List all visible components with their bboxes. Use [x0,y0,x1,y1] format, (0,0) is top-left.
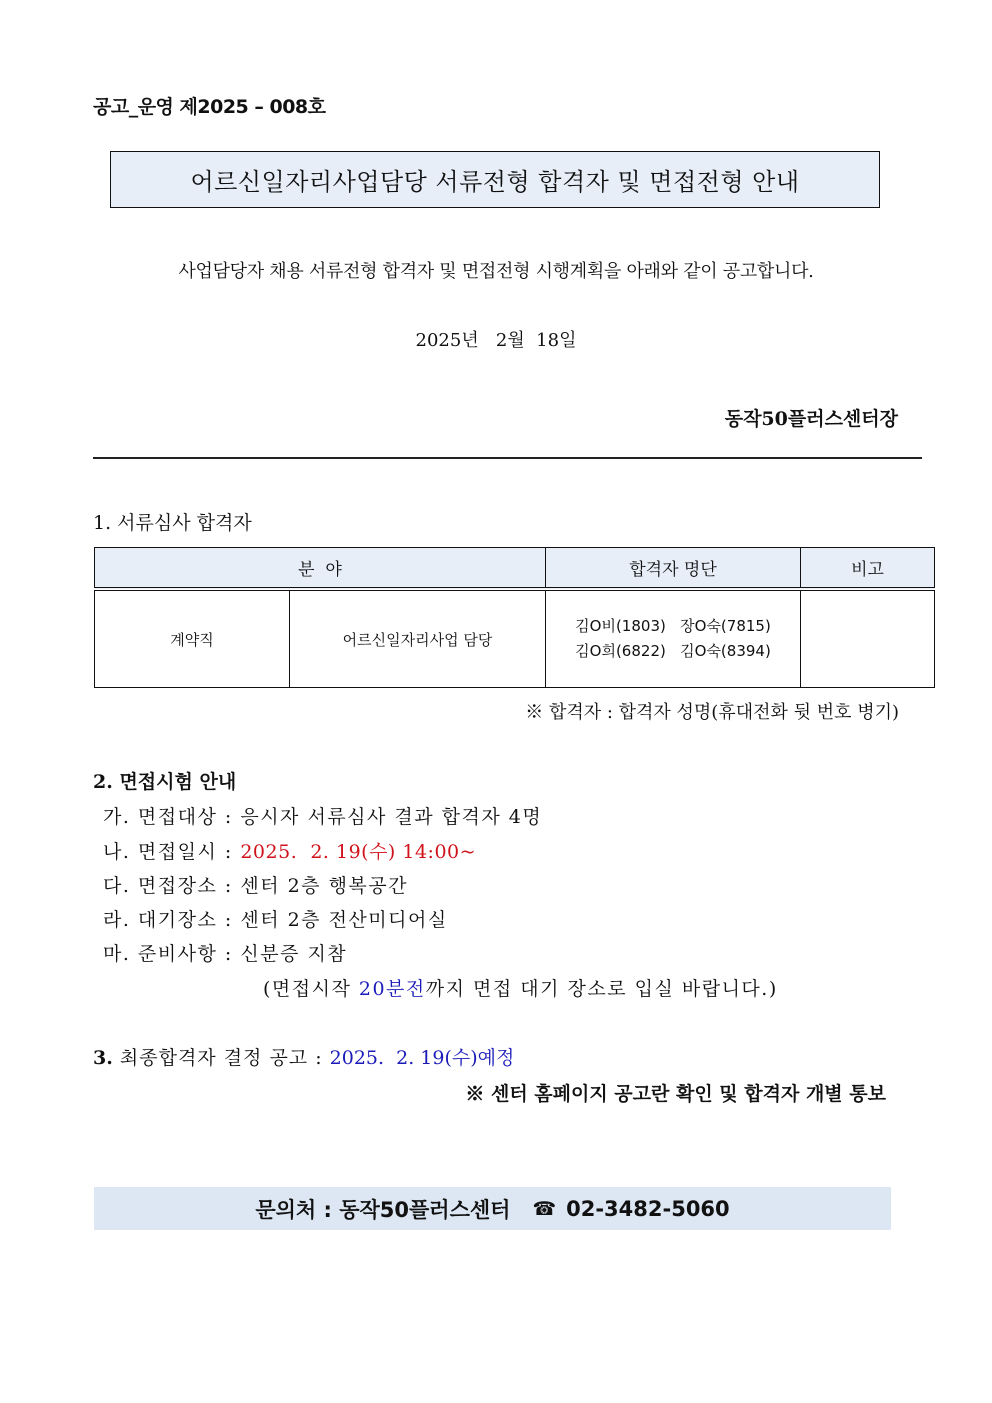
section1-note: ※ 합격자 : 합격자 성명(휴대전화 뒷 번호 병기) [525,702,899,723]
intro-text: 사업담당자 채용 서류전형 합격자 및 면접전형 시행계획을 아래와 같이 공고합니다. [178,261,814,282]
table-header-row [95,548,935,590]
interview-item-prepare [103,939,347,966]
item-label: 다. 면접장소 : [103,875,241,897]
cell-names [546,589,801,688]
item-label: 라. 대기장소 : [103,909,241,931]
item-label: 마. 준비사항 : [103,943,241,965]
header-names: 합격자 명단 [546,548,801,590]
section3-value: 2025. 2. 19(수)예정 [329,1047,515,1069]
issuer-name: 동작50플러스센터장 [724,408,898,430]
interview-item-datetime [103,837,476,864]
item-label: 나. 면접일시 : [103,841,241,863]
cell-remark [801,589,935,688]
sub-note-suffix: 까지 면접 대기 장소로 입실 바랍니다.) [425,978,778,1000]
interview-item-waiting [103,905,448,932]
interview-sub-note [263,974,778,1001]
names-line-2: 김O희(6822) 김O숙(8394) [575,642,771,660]
phone-icon: ☎ [532,1197,557,1220]
item-value: 응시자 서류심사 결과 합격자 4명 [240,806,543,828]
section3-label: 최종합격자 결정 공고 : [112,1047,330,1069]
cell-type: 계약직 [95,589,290,688]
cell-field: 어르신일자리사업 담당 [290,589,546,688]
contact-phone: 02-3482-5060 [566,1196,730,1221]
table-row [95,589,935,688]
header-field: 분 야 [95,548,546,590]
divider [93,457,922,459]
announcement-date: 2025년 2월 18일 [415,330,577,351]
item-value: 센터 2층 행복공간 [240,875,408,897]
section3-line [93,1043,514,1070]
section2-heading: 2. 면접시험 안내 [93,771,237,793]
sub-note-prefix: (면접시작 [263,978,359,1000]
contact-bar [94,1187,891,1230]
document-number: 공고_운영 제2025 – 008호 [93,96,326,118]
section3-note: ※ 센터 홈페이지 공고란 확인 및 합격자 개별 통보 [465,1083,886,1105]
section1-heading: 1. 서류심사 합격자 [93,512,252,534]
title-box [110,151,880,208]
contact-label: 문의처 : 동작50플러스센터 [255,1197,511,1222]
sub-note-highlight: 20분전 [358,978,426,1000]
section3-number: 3. [93,1047,113,1069]
interview-item-location [103,871,408,898]
interview-item-target [103,802,542,829]
item-label: 가. 면접대상 : [103,806,241,828]
item-value: 2025. 2. 19(수) 14:00~ [240,841,477,863]
item-value: 신분증 지참 [240,943,348,965]
header-remark: 비고 [801,548,935,590]
item-value: 센터 2층 전산미디어실 [240,909,448,931]
results-table [94,547,935,688]
page-title: 어르신일자리사업담당 서류전형 합격자 및 면접전형 안내 [190,168,800,196]
names-line-1: 김O비(1803) 장O숙(7815) [575,617,771,635]
